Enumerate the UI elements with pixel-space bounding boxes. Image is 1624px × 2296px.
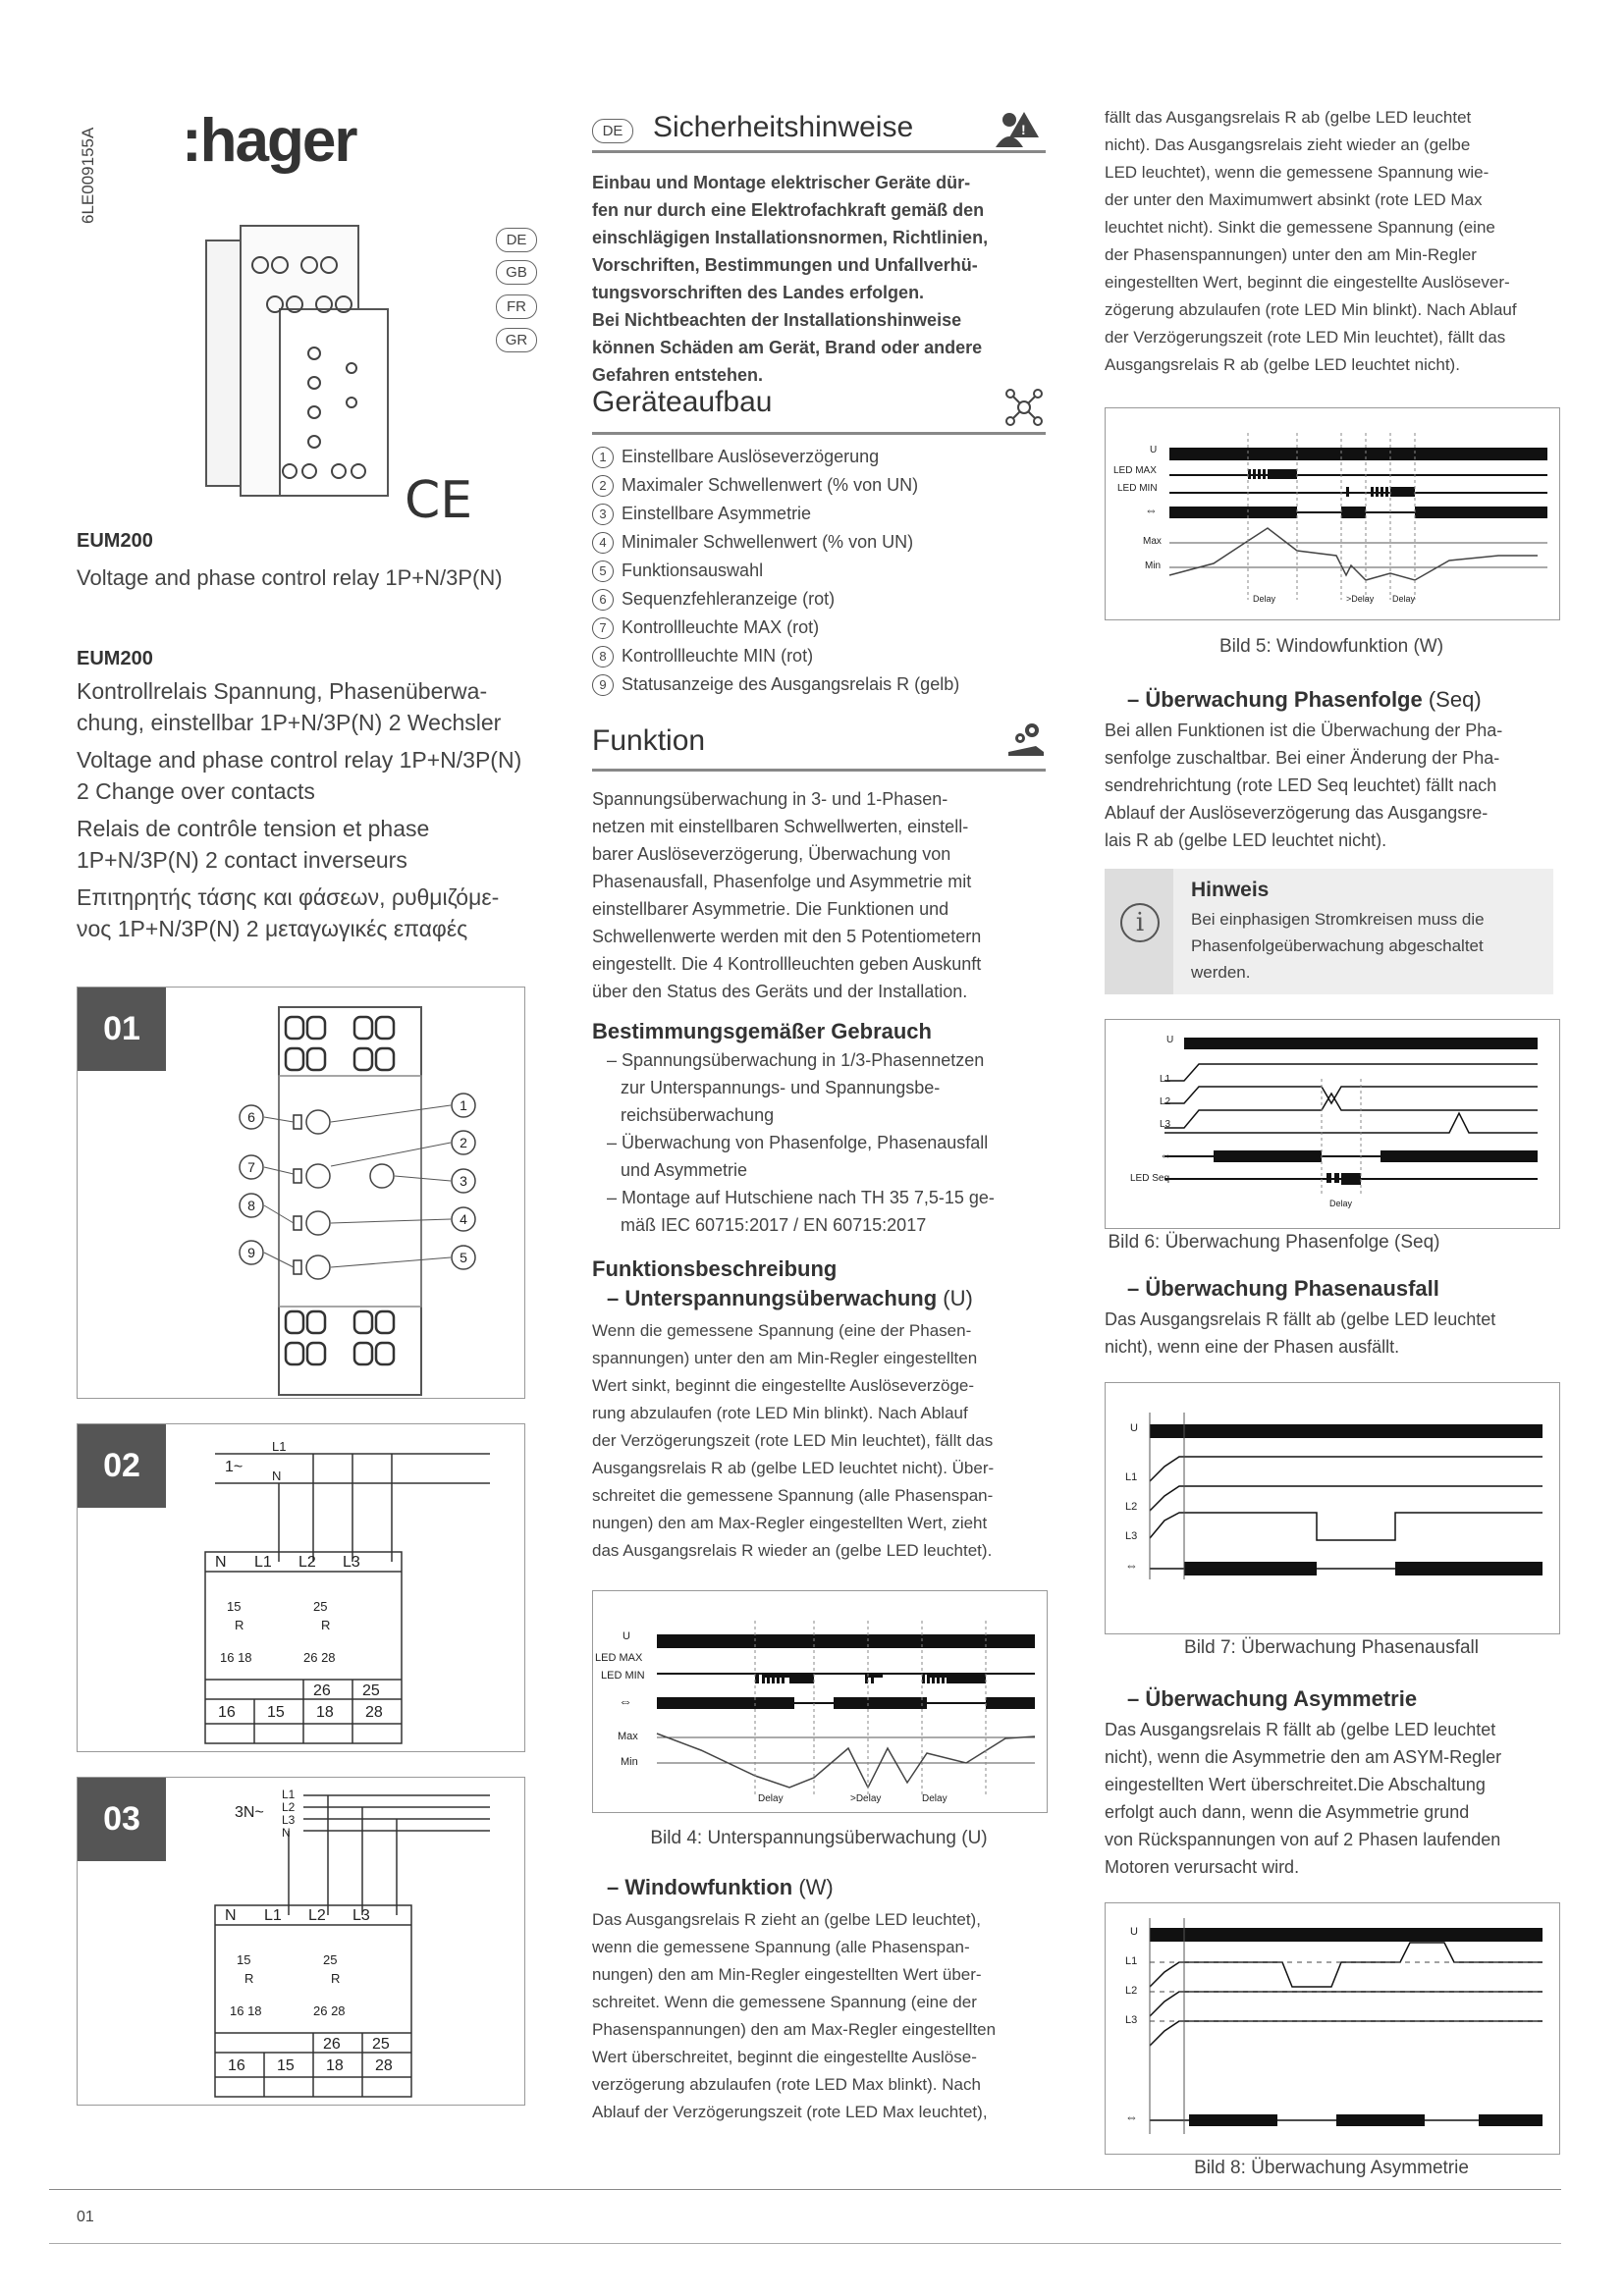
terminal3-28: 28 bbox=[375, 2057, 393, 2074]
item-number-7: 7 bbox=[592, 617, 614, 639]
desc-de-2: chung, einstellbar 1P+N/3P(N) 2 Wechsler bbox=[77, 710, 502, 735]
loss-line-2: nicht), wenn eine der Phasen ausfällt. bbox=[1105, 1337, 1400, 1357]
hager-logo: :hager bbox=[182, 107, 356, 175]
item-text-1: Einstellbare Auslöseverzögerung bbox=[622, 447, 880, 466]
callout-4: 4 bbox=[460, 1211, 467, 1227]
contact-15: 15 bbox=[227, 1599, 242, 1614]
wc-line-6: der Phasenspannungen) unter den am Min-Regler bbox=[1105, 245, 1477, 264]
device-front-drawing bbox=[78, 988, 524, 1398]
safety-line-7: können Schäden am Gerät, Brand oder andere bbox=[592, 338, 983, 357]
bild6-label-u: U bbox=[1166, 1035, 1174, 1045]
seq-line-4: Ablauf der Auslöseverzögerung das Ausgangsre- bbox=[1105, 803, 1489, 823]
contact-2628: 26 28 bbox=[303, 1650, 336, 1665]
safety-title: Sicherheitshinweise bbox=[653, 111, 914, 143]
wc-line-8: zögerung abzulaufen (rote LED Min blinkt). Nach Ablauf bbox=[1105, 300, 1517, 319]
u-line-3: Wert sinkt, beginnt die eingestellte Auslöseverzöge- bbox=[592, 1376, 975, 1395]
bild4-label-min: Min bbox=[621, 1756, 638, 1768]
safety-line-1: Einbau und Montage elektrischer Geräte dür- bbox=[592, 173, 971, 192]
safety-line-2: fen nur durch eine Elektrofachkraft gemäß den bbox=[592, 200, 985, 220]
asym-line-5: von Rückspannungen von auf 2 Phasen laufenden bbox=[1105, 1830, 1501, 1849]
wiring-1phase-drawing bbox=[78, 1424, 524, 1751]
bild6-plot bbox=[1106, 1020, 1559, 1228]
callout-7: 7 bbox=[247, 1159, 255, 1175]
seq-line-5: lais R ab (gelbe LED leuchtet nicht). bbox=[1105, 830, 1387, 850]
bild5-delay-3: Delay bbox=[1392, 594, 1416, 604]
figure-01-device-front bbox=[77, 987, 525, 1399]
bild4-delay-3: Delay bbox=[922, 1793, 947, 1804]
bild8-label-u: U bbox=[1130, 1926, 1138, 1938]
structure-rule bbox=[592, 432, 1046, 435]
w-line-2: wenn die gemessene Spannung (alle Phasenspan- bbox=[592, 1938, 970, 1956]
hint-text bbox=[1191, 906, 1485, 986]
contact3-r1: R bbox=[244, 1971, 254, 1986]
intro-line-4: Phasenausfall, Phasenfolge und Asymmetrie mit bbox=[592, 872, 972, 891]
desc-fr-1: Relais de contrôle tension et phase bbox=[77, 816, 430, 841]
wire3-l3: L3 bbox=[282, 1813, 296, 1827]
safety-line-4: Vorschriften, Bestimmungen und Unfallverhü- bbox=[592, 255, 978, 275]
caption-bild5: Bild 5: Windowfunktion (W) bbox=[1218, 636, 1444, 657]
function-gears-icon bbox=[1006, 719, 1046, 758]
structure-item-2 bbox=[592, 475, 918, 497]
terminal3-l2: L2 bbox=[308, 1907, 326, 1924]
use-line-4: – Überwachung von Phasenfolge, Phasenausfall bbox=[607, 1133, 989, 1152]
terminal3-26: 26 bbox=[323, 2036, 341, 2053]
callout-5: 5 bbox=[460, 1250, 467, 1265]
hint-line-2: Phasenfolgeüberwachung abgeschaltet bbox=[1191, 936, 1484, 955]
desc-en-2: 2 Change over contacts bbox=[77, 778, 315, 804]
u-line-6: Ausgangsrelais R ab (gelbe LED leuchtet nicht). Über- bbox=[592, 1459, 995, 1477]
model-title-b: EUM200 bbox=[77, 648, 153, 669]
window-heading bbox=[607, 1875, 834, 1900]
u-line-2: spannungen) unter den am Min-Regler eingestellten bbox=[592, 1349, 978, 1367]
function-intro bbox=[592, 785, 981, 1005]
item-text-6: Sequenzfehleranzeige (rot) bbox=[622, 589, 836, 609]
asym-title: – Überwachung Asymmetrie bbox=[1127, 1686, 1418, 1711]
asym-line-1: Das Ausgangsrelais R fällt ab (gelbe LED leuchtet bbox=[1105, 1720, 1496, 1739]
intro-line-1: Spannungsüberwachung in 3- und 1-Phasen- bbox=[592, 789, 948, 809]
model-title-a: EUM200 bbox=[77, 530, 153, 552]
bild7-label-relay: ⇔ bbox=[1125, 1558, 1138, 1573]
item-text-3: Einstellbare Asymmetrie bbox=[622, 504, 812, 523]
asym-line-4: erfolgt auch dann, wenn die Asymmetrie grund bbox=[1105, 1802, 1470, 1822]
bild7-plot bbox=[1106, 1383, 1559, 1633]
intro-line-3: barer Auslöseverzögerung, Überwachung von bbox=[592, 844, 951, 864]
contact3-25: 25 bbox=[323, 1952, 338, 1967]
bild4-label-ledmin: LED MIN bbox=[601, 1670, 645, 1682]
bild5-label-ledmin: LED MIN bbox=[1117, 483, 1158, 494]
use-title: Bestimmungsgemäßer Gebrauch bbox=[592, 1019, 932, 1043]
contact3-1618: 16 18 bbox=[230, 2003, 262, 2018]
asym-line-3: eingestellten Wert überschreitet.Die Abschaltung bbox=[1105, 1775, 1486, 1794]
undervoltage-heading bbox=[607, 1286, 973, 1311]
bild7-label-l1: L1 bbox=[1125, 1471, 1138, 1483]
hint-box bbox=[1105, 869, 1553, 994]
bild4-label-relay: ⇔ bbox=[619, 1693, 632, 1709]
item-number-9: 9 bbox=[592, 674, 614, 696]
window-text bbox=[592, 1906, 996, 2126]
safety-rule bbox=[592, 150, 1046, 153]
bild4-delay-1: Delay bbox=[758, 1793, 784, 1804]
wc-line-7: eingestellten Wert, beginnt die eingestellte Auslösever- bbox=[1105, 273, 1510, 292]
intro-line-8: über den Status des Geräts und der Installation. bbox=[592, 982, 968, 1001]
safety-line-3: einschlägigen Installationsnormen, Richtlinien, bbox=[592, 228, 989, 247]
bild5-label-min: Min bbox=[1145, 561, 1162, 571]
safety-warning-icon bbox=[992, 108, 1046, 152]
item-number-6: 6 bbox=[592, 589, 614, 611]
contact-r1: R bbox=[235, 1618, 244, 1632]
use-line-7: mäß IEC 60715:2017 / EN 60715:2017 bbox=[621, 1215, 927, 1235]
asym-line-6: Motoren verursacht wird. bbox=[1105, 1857, 1300, 1877]
intro-line-2: netzen mit einstellbaren Schwellwerten, einstell- bbox=[592, 817, 969, 836]
structure-title: Geräteaufbau bbox=[592, 386, 773, 418]
bild6-label-relay: ⇔ bbox=[1160, 1148, 1172, 1162]
callout-9: 9 bbox=[247, 1245, 255, 1260]
window-code: (W) bbox=[798, 1875, 834, 1899]
lang-tag-fr: FR bbox=[496, 294, 537, 319]
contact3-15: 15 bbox=[237, 1952, 251, 1967]
undervoltage-code: (U) bbox=[943, 1286, 973, 1310]
terminal3-25: 25 bbox=[372, 2036, 390, 2053]
bild5-plot bbox=[1106, 408, 1559, 619]
callout-2: 2 bbox=[460, 1135, 467, 1150]
caption-bild8: Bild 8: Überwachung Asymmetrie bbox=[1194, 2158, 1469, 2178]
caption-bild7: Bild 7: Überwachung Phasenausfall bbox=[1184, 1637, 1479, 1658]
wiring-3phase-drawing bbox=[78, 1778, 524, 2105]
safety-line-8: Gefahren entstehen. bbox=[592, 365, 764, 385]
structure-network-icon bbox=[1004, 388, 1044, 427]
wc-line-2: nicht). Das Ausgangsrelais zieht wieder an (gelbe bbox=[1105, 135, 1471, 154]
caption-bild4: Bild 4: Unterspannungsüberwachung (U) bbox=[650, 1828, 988, 1848]
u-line-9: das Ausgangsrelais R wieder an (gelbe LED leuchtet). bbox=[592, 1541, 993, 1560]
lang-tag-gr: GR bbox=[496, 328, 537, 352]
terminal-28: 28 bbox=[365, 1704, 383, 1721]
w-line-1: Das Ausgangsrelais R zieht an (gelbe LED leuchtet), bbox=[592, 1910, 981, 1929]
bild5-delay-2: >Delay bbox=[1346, 594, 1375, 604]
callout-8: 8 bbox=[247, 1198, 255, 1213]
supply-3phase: 3N~ bbox=[235, 1804, 264, 1821]
hint-title: Hinweis bbox=[1191, 879, 1270, 901]
loss-line-1: Das Ausgangsrelais R fällt ab (gelbe LED leuchtet bbox=[1105, 1309, 1496, 1329]
structure-item-9 bbox=[592, 674, 959, 696]
wc-line-10: Ausgangsrelais R ab (gelbe LED leuchtet nicht). bbox=[1105, 355, 1460, 374]
terminal-l3: L3 bbox=[343, 1554, 360, 1571]
intro-line-5: einstellbarer Asymmetrie. Die Funktionen und bbox=[592, 899, 949, 919]
w-line-7: verzögerung abzulaufen (rote LED Max blinkt). Nach bbox=[592, 2075, 981, 2094]
use-list bbox=[607, 1046, 995, 1239]
contact-1618: 16 18 bbox=[220, 1650, 252, 1665]
contact-r2: R bbox=[321, 1618, 331, 1632]
sequence-text bbox=[1105, 717, 1502, 854]
intro-line-7: eingestellt. Die 4 Kontrollleuchten geben Auskunft bbox=[592, 954, 982, 974]
svg-text:!: ! bbox=[1021, 122, 1026, 137]
u-line-4: rung abzulaufen (rote LED Min blinkt). Nach Ablauf bbox=[592, 1404, 968, 1422]
u-line-5: der Verzögerungszeit (rote LED Min leuchtet), fällt das bbox=[592, 1431, 994, 1450]
intro-line-6: Schwellenwerte werden mit den 5 Potentiometern bbox=[592, 927, 982, 946]
bild6-label-l3: L3 bbox=[1160, 1119, 1171, 1130]
wc-line-3: LED leuchtet), wenn die gemessene Spannung wie- bbox=[1105, 163, 1489, 182]
bild5-label-ledmax: LED MAX bbox=[1113, 465, 1157, 476]
timing-diagram-bild6 bbox=[1105, 1019, 1560, 1229]
u-line-8: nungen) den am Max-Regler eingestellten Wert, zieht bbox=[592, 1514, 988, 1532]
use-line-1: – Spannungsüberwachung in 1/3-Phasennetzen bbox=[607, 1050, 985, 1070]
undervoltage-text bbox=[592, 1317, 994, 1565]
caption-bild6: Bild 6: Überwachung Phasenfolge (Seq) bbox=[1108, 1232, 1440, 1253]
function-title: Funktion bbox=[592, 724, 706, 757]
window-text-continued bbox=[1105, 104, 1517, 379]
bild4-label-ledmax: LED MAX bbox=[595, 1652, 643, 1664]
wire-label-n: N bbox=[272, 1468, 282, 1483]
safety-text bbox=[592, 169, 988, 389]
wire3-l2: L2 bbox=[282, 1800, 296, 1814]
w-line-8: Ablauf der Verzögerungszeit (rote LED Max leuchtet), bbox=[592, 2103, 988, 2121]
bild8-label-relay: ⇔ bbox=[1125, 2109, 1138, 2124]
structure-item-1 bbox=[592, 447, 879, 468]
item-text-2: Maximaler Schwellenwert (% von UN) bbox=[622, 475, 919, 495]
bild4-label-max: Max bbox=[618, 1731, 638, 1742]
item-number-5: 5 bbox=[592, 561, 614, 582]
model-desc-a: Voltage and phase control relay 1P+N/3P(N) bbox=[77, 565, 503, 590]
wc-line-1: fällt das Ausgangsrelais R ab (gelbe LED leuchtet bbox=[1105, 108, 1472, 127]
wire-label-l1: L1 bbox=[272, 1439, 287, 1454]
w-line-5: Phasenspannungen) den am Max-Regler eingestellten bbox=[592, 2020, 997, 2039]
terminal3-15: 15 bbox=[277, 2057, 295, 2074]
lang-tag-gb: GB bbox=[496, 260, 537, 285]
terminal-l1: L1 bbox=[254, 1554, 272, 1571]
figure-02-wiring-1phase bbox=[77, 1423, 525, 1752]
desc-title: Funktionsbeschreibung bbox=[592, 1256, 838, 1281]
wc-line-9: der Verzögerungszeit (rote LED Min leuchtet), fällt das bbox=[1105, 328, 1506, 347]
page-number: 01 bbox=[77, 2209, 94, 2225]
terminal3-l1: L1 bbox=[264, 1907, 282, 1924]
figure-number-01: 01 bbox=[78, 988, 166, 1071]
item-text-9: Statusanzeige des Ausgangsrelais R (gelb) bbox=[622, 674, 960, 694]
bild8-label-l3: L3 bbox=[1125, 2014, 1138, 2026]
window-title: – Windowfunktion bbox=[607, 1875, 793, 1899]
callout-6: 6 bbox=[247, 1109, 255, 1125]
sequence-heading bbox=[1127, 687, 1482, 713]
w-line-3: nungen) den am Min-Regler eingestellten Wert über- bbox=[592, 1965, 982, 1984]
bild7-label-u: U bbox=[1130, 1422, 1138, 1434]
bild7-label-l2: L2 bbox=[1125, 1501, 1138, 1513]
wire3-l1: L1 bbox=[282, 1788, 296, 1801]
use-line-3: reichsüberwachung bbox=[621, 1105, 775, 1125]
bild6-label-l1: L1 bbox=[1160, 1074, 1171, 1085]
use-line-5: und Asymmetrie bbox=[621, 1160, 748, 1180]
structure-item-8 bbox=[592, 646, 813, 667]
structure-item-6 bbox=[592, 589, 835, 611]
loss-title: – Überwachung Phasenausfall bbox=[1127, 1276, 1439, 1301]
desc-gr-2: νος 1P+N/3P(N) 2 μεταγωγικές επαφές bbox=[77, 916, 468, 941]
terminal-16: 16 bbox=[218, 1704, 236, 1721]
bild5-label-u: U bbox=[1150, 445, 1158, 455]
info-icon: i bbox=[1120, 903, 1160, 942]
u-line-1: Wenn die gemessene Spannung (eine der Phasen- bbox=[592, 1321, 972, 1340]
terminal-15: 15 bbox=[267, 1704, 285, 1721]
timing-diagram-bild4 bbox=[592, 1590, 1048, 1813]
wc-line-5: leuchtet nicht). Sinkt die gemessene Spannung (eine bbox=[1105, 218, 1495, 237]
supply-1phase: 1~ bbox=[225, 1459, 244, 1475]
w-line-6: Wert überschreitet, beginnt die eingestellte Auslöse- bbox=[592, 2048, 977, 2066]
timing-diagram-bild5 bbox=[1105, 407, 1560, 620]
safety-line-6: Bei Nichtbeachten der Installationshinweise bbox=[592, 310, 962, 330]
item-text-8: Kontrollleuchte MIN (rot) bbox=[622, 646, 814, 666]
product-illustration bbox=[187, 221, 452, 506]
ce-mark: CE bbox=[405, 471, 473, 530]
terminal3-18: 18 bbox=[326, 2057, 344, 2074]
item-text-4: Minimaler Schwellenwert (% von UN) bbox=[622, 532, 914, 552]
callout-1: 1 bbox=[460, 1097, 467, 1113]
bild8-plot bbox=[1106, 1903, 1559, 2154]
hint-line-3: werden. bbox=[1191, 963, 1251, 982]
asym-line-2: nicht), wenn die Asymmetrie den am ASYM-Regler bbox=[1105, 1747, 1502, 1767]
terminal-18: 18 bbox=[316, 1704, 334, 1721]
structure-item-7 bbox=[592, 617, 819, 639]
contact-25: 25 bbox=[313, 1599, 328, 1614]
lang-tag-de: DE bbox=[496, 228, 537, 252]
timing-diagram-bild7 bbox=[1105, 1382, 1560, 1634]
structure-item-5 bbox=[592, 561, 763, 582]
seq-line-3: sendrehrichtung (rote LED Seq leuchtet) fällt nach bbox=[1105, 775, 1497, 795]
bild8-label-l1: L1 bbox=[1125, 1955, 1138, 1967]
bild8-label-l2: L2 bbox=[1125, 1985, 1138, 1997]
terminal-n: N bbox=[215, 1554, 227, 1571]
terminal3-n: N bbox=[225, 1907, 237, 1924]
terminal3-l3: L3 bbox=[352, 1907, 370, 1924]
sequence-code: (Seq) bbox=[1428, 687, 1482, 712]
hint-line-1: Bei einphasigen Stromkreisen muss die bbox=[1191, 910, 1485, 929]
use-line-6: – Montage auf Hutschiene nach TH 35 7,5-15 ge- bbox=[607, 1188, 995, 1207]
section-lang-tag: DE bbox=[592, 119, 633, 143]
loss-text bbox=[1105, 1306, 1495, 1361]
wc-line-4: der unter den Maximumwert absinkt (rote LED Max bbox=[1105, 190, 1483, 209]
item-text-5: Funktionsauswahl bbox=[622, 561, 764, 580]
item-text-7: Kontrollleuchte MAX (rot) bbox=[622, 617, 820, 637]
desc-gr-1: Επιτηρητής τάσης και φάσεων, ρυθμιζόμε- bbox=[77, 884, 500, 910]
figure-03-wiring-3phase bbox=[77, 1777, 525, 2106]
desc-fr-2: 1P+N/3P(N) 2 contact inverseurs bbox=[77, 847, 407, 873]
item-number-2: 2 bbox=[592, 475, 614, 497]
bild5-delay-1: Delay bbox=[1253, 594, 1276, 604]
footer-rule bbox=[49, 2189, 1561, 2190]
undervoltage-title: – Unterspannungsüberwachung bbox=[607, 1286, 938, 1310]
item-number-4: 4 bbox=[592, 532, 614, 554]
bild4-delay-2: >Delay bbox=[850, 1793, 882, 1804]
bild4-label-u: U bbox=[623, 1630, 630, 1642]
terminal3-16: 16 bbox=[228, 2057, 245, 2074]
bild7-label-l3: L3 bbox=[1125, 1530, 1138, 1542]
w-line-4: schreitet. Wenn die gemessene Spannung (eine der bbox=[592, 1993, 977, 2011]
seq-line-1: Bei allen Funktionen ist die Überwachung der Pha- bbox=[1105, 721, 1503, 740]
terminal-26: 26 bbox=[313, 1682, 331, 1699]
contact3-2628: 26 28 bbox=[313, 2003, 346, 2018]
sequence-title: – Überwachung Phasenfolge bbox=[1127, 687, 1423, 712]
callout-3: 3 bbox=[460, 1173, 467, 1189]
figure-number-03: 03 bbox=[78, 1778, 166, 1861]
safety-line-5: tungsvorschriften des Landes erfolgen. bbox=[592, 283, 925, 302]
bild5-label-relay: ⇔ bbox=[1145, 503, 1158, 517]
function-rule bbox=[592, 769, 1046, 772]
figure-number-02: 02 bbox=[78, 1424, 166, 1508]
bild5-label-max: Max bbox=[1143, 536, 1162, 547]
item-number-3: 3 bbox=[592, 504, 614, 525]
item-number-8: 8 bbox=[592, 646, 614, 667]
bottom-rule bbox=[49, 2243, 1561, 2244]
timing-diagram-bild8 bbox=[1105, 1902, 1560, 2155]
terminal-l2: L2 bbox=[298, 1554, 316, 1571]
bild6-label-l2: L2 bbox=[1160, 1096, 1171, 1107]
u-line-7: schreitet die gemessene Spannung (alle Phasenspan- bbox=[592, 1486, 994, 1505]
contact3-r2: R bbox=[331, 1971, 341, 1986]
use-line-2: zur Unterspannungs- und Spannungsbe- bbox=[621, 1078, 941, 1097]
asym-text bbox=[1105, 1716, 1501, 1881]
desc-de-1: Kontrollrelais Spannung, Phasenüberwa- bbox=[77, 678, 488, 704]
bild4-plot bbox=[593, 1591, 1047, 1812]
seq-line-2: senfolge zuschaltbar. Bei einer Änderung der Pha- bbox=[1105, 748, 1500, 768]
structure-item-3 bbox=[592, 504, 811, 525]
item-number-1: 1 bbox=[592, 447, 614, 468]
bild6-delay: Delay bbox=[1329, 1199, 1353, 1208]
terminal-25: 25 bbox=[362, 1682, 380, 1699]
document-id: 6LE009155A bbox=[79, 127, 97, 224]
wire3-n: N bbox=[282, 1826, 291, 1840]
structure-item-4 bbox=[592, 532, 913, 554]
desc-en-1: Voltage and phase control relay 1P+N/3P(N) bbox=[77, 747, 522, 773]
bild6-label-ledseq: LED Seq bbox=[1130, 1173, 1170, 1184]
